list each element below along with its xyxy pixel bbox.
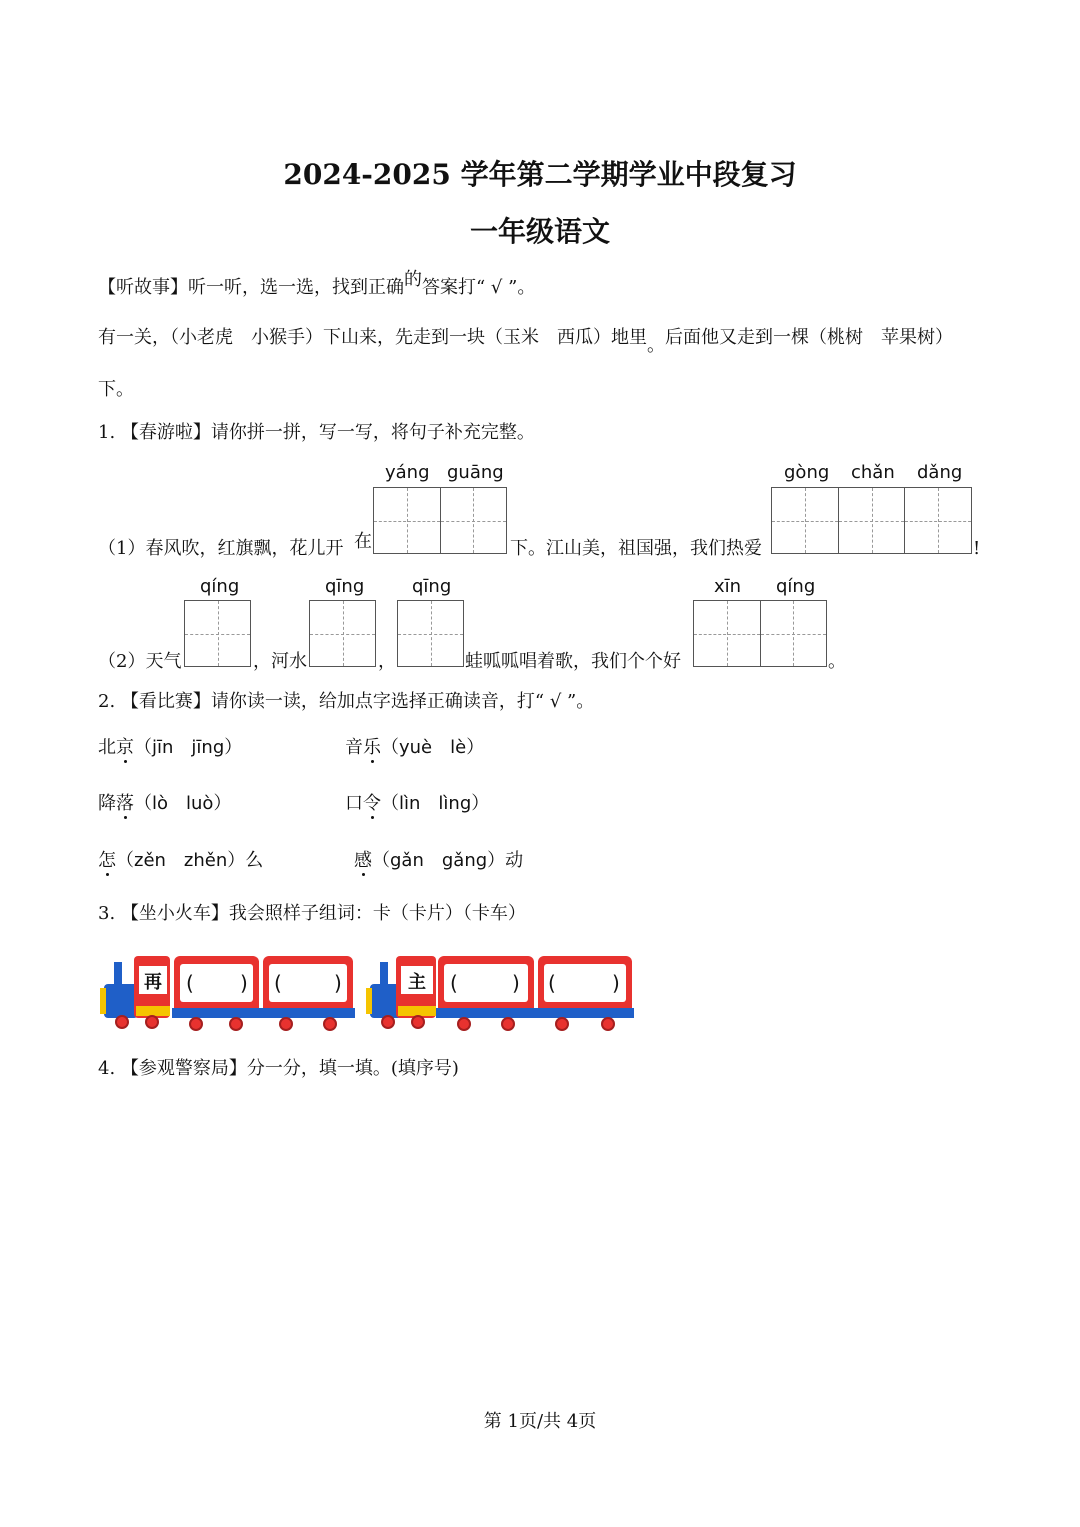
train-1-wheel <box>116 1016 128 1028</box>
train-2-wheel <box>412 1016 424 1028</box>
train-2 <box>366 948 636 1034</box>
q1-sentence-2-end: 。 <box>828 651 846 672</box>
train-1-car-1-base <box>172 1008 261 1018</box>
q2-item-beijing: 北京（jīn jīng） <box>98 737 243 758</box>
train-1-car-2-paren-open: ( <box>274 971 282 995</box>
pinyin-xin: xīn <box>714 576 742 597</box>
train-2-car-1-base <box>436 1008 536 1018</box>
q2-heading: 2. 【看比赛】请你读一读，给加点字选择正确读音，打“ √ ”。 <box>98 691 595 712</box>
page-subtitle: 一年级语文 <box>469 215 610 248</box>
train-2-wheel <box>382 1016 394 1028</box>
train-2-car-2-base <box>536 1008 634 1018</box>
train-1 <box>100 948 358 1034</box>
train-1-wheel <box>230 1018 242 1030</box>
q2-item-jiangluo: 降落（lò luò） <box>98 793 232 814</box>
pinyin-guang: guāng <box>447 462 504 483</box>
train-1-wheel <box>190 1018 202 1030</box>
train-2-wheel <box>502 1018 514 1030</box>
train-2-car-1-paren-close: ) <box>512 971 520 995</box>
q1-sentence-1-start: （1）春风吹，红旗飘，花儿开 <box>98 538 344 559</box>
writing-grid-yangguang[interactable] <box>373 487 507 554</box>
pinyin-yang: yáng <box>385 462 430 483</box>
train-1-car-1-paren-open: ( <box>186 971 194 995</box>
page-footer: 第 1页/共 4页 <box>483 1411 597 1432</box>
q1-sentence-2-mid: 蛙呱呱唱着歌，我们个个好 <box>465 651 681 672</box>
train-1-car-2-paren-close: ) <box>334 971 342 995</box>
train-1-car-1-paren-close: ) <box>240 971 248 995</box>
train-2-wheel <box>458 1018 470 1030</box>
train-2-wheel <box>602 1018 614 1030</box>
train-1-char: 再 <box>144 972 162 993</box>
train-1-wheel <box>146 1016 158 1028</box>
train-1-chimney <box>114 962 122 984</box>
q1-sentence-2-start: （2）天气 <box>98 651 182 672</box>
pinyin-qing-4: qíng <box>776 576 816 597</box>
train-2-cab-base <box>398 1006 436 1016</box>
page-title: 2024-2025 学年第二学期学业中段复习 <box>283 158 797 191</box>
q1-sentence-2-comma-2: ， <box>378 651 396 672</box>
train-2-car-2-paren-open: ( <box>548 971 556 995</box>
pinyin-qing-2: qīng <box>325 576 365 597</box>
q2-item-yinyue: 音乐（yuè lè） <box>345 737 485 758</box>
writing-grid-qing-2[interactable] <box>309 600 376 667</box>
pinyin-qing-1: qíng <box>200 576 240 597</box>
q1-sentence-2-comma-1: ，河水 <box>253 651 307 672</box>
writing-grid-qing-1[interactable] <box>184 600 251 667</box>
pinyin-gong: gòng <box>784 462 830 483</box>
q4-heading: 4. 【参观警察局】分一分，填一填。(填序号) <box>98 1058 459 1079</box>
train-2-wheel <box>556 1018 568 1030</box>
story-line-1: 有一关，（小老虎 小猴手）下山来，先走到一块（玉米 西瓜）地里。后面他又走到一棵（桃树 苹果树） <box>98 327 953 356</box>
train-1-front <box>100 988 106 1014</box>
listen-instruction: 【听故事】听一听，选一选，找到正确的答案打“ √ ”。 <box>98 269 536 298</box>
train-2-chimney <box>380 962 388 984</box>
train-1-wheel <box>280 1018 292 1030</box>
train-1-boiler <box>104 984 138 1018</box>
writing-grid-qing-3[interactable] <box>397 600 464 667</box>
train-1-cab-base <box>136 1006 170 1016</box>
q3-heading: 3. 【坐小火车】我会照样子组词：卡（卡片）（卡车） <box>98 903 526 924</box>
story-line-2: 下。 <box>98 379 134 400</box>
q2-item-zenme: 怎（zěn zhěn）么 <box>98 850 264 871</box>
q1-sentence-1-end: ! <box>973 538 981 559</box>
q2-item-kouling: 口令（lìn lìng） <box>345 793 490 814</box>
pinyin-qing-3: qīng <box>412 576 452 597</box>
pinyin-dang: dǎng <box>917 462 963 483</box>
train-2-front <box>366 988 372 1014</box>
train-2-car-1-paren-open: ( <box>450 971 458 995</box>
pinyin-chan: chǎn <box>851 462 895 483</box>
writing-grid-xinqing[interactable] <box>693 600 827 667</box>
train-1-wheel <box>324 1018 336 1030</box>
q1-sentence-1-mid: 下。江山美，祖国强，我们热爱 <box>510 538 762 559</box>
q2-item-gandong: 感（gǎn gǎng）动 <box>354 850 524 871</box>
train-2-char: 主 <box>408 972 426 993</box>
train-2-car-2-paren-close: ) <box>612 971 620 995</box>
q1-zai: 在 <box>354 531 372 552</box>
train-1-car-2-base <box>261 1008 355 1018</box>
q1-heading: 1. 【春游啦】请你拼一拼，写一写，将句子补充完整。 <box>98 422 535 443</box>
writing-grid-gongchandang[interactable] <box>771 487 972 554</box>
